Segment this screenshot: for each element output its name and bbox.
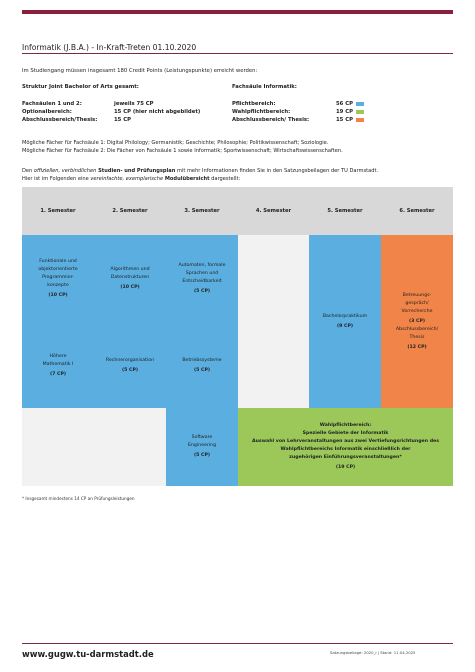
empty-cell [22,408,94,486]
pflicht-swatch [356,102,364,106]
module-algorithmen-datenstrukturen: Algorithmen und Datenstrukturen (10 CP) [94,235,166,323]
footer-url[interactable]: www.gugw.tu-darmstadt.de [22,649,154,659]
module-software-engineering: Software Engineering (5 CP) [166,408,238,486]
semester-header-row [22,187,453,235]
structure-value: 15 CP (hier nicht abgebildet) [114,109,201,115]
semester-header: 1. Semester [40,208,76,214]
wahlpflicht-swatch [356,110,364,114]
structure-heading: Struktur Joint Bachelor of Arts gesamt: [22,84,139,90]
fachsaeule-label: Wahlpflichtbereich: [232,109,291,115]
semester-header: 3. Semester [184,208,220,214]
title-divider [22,53,453,54]
brand-bar [22,10,453,14]
intro-text: Im Studiengang müssen insgesamt 180 Credit Points (Leistungspunkte) erreicht werden: [22,68,258,74]
fachsaeule-value: 15 CP [336,117,364,124]
structure-label: Abschlussbereich/Thesis: [22,117,98,123]
module-rechnerorganisation: Rechnerorganisation (5 CP) [94,323,166,408]
fachsaeule-value: 56 CP [336,101,364,108]
fachsaeule-label: Pflichtbereich: [232,101,276,107]
semester-header: 4. Semester [255,208,292,214]
module-hoehere-mathematik: Höhere Mathematik I (7 CP) [22,323,94,408]
semester-header: 5. Semester [327,208,363,214]
module-funktionale-programmierkonzepte: Funktionale und objektorientierte Programmier- konzepte (10 CP) [22,235,94,323]
plan-intro-line: Hier ist im Folgenden eine vereinfachte, exemplarische Modulübersicht dargestellt: [22,176,241,182]
fachsaeule-value: 19 CP [336,109,364,116]
semester-header: 6. Semester [399,208,435,214]
empty-cell [238,235,309,408]
structure-label: Fachsäulen 1 und 2: [22,101,82,107]
structure-label: Optionalbereich: [22,109,72,115]
footnote: * Insgesamt mindestens 14 CP an Prüfungsleistungen [22,496,135,501]
thesis-swatch [356,118,364,122]
plan-intro-line: Den offiziellen, verbindlichen Studien- und Prüfungsplan mit mehr Informationen finden Sie in den Satzungsbeilagen der TU Darmstadt. [22,168,379,174]
structure-value: 15 CP [114,117,131,123]
module-automaten: Automaten, formale Sprachen und Entscheidbarkeit (5 CP) [166,235,238,323]
empty-cell [94,408,166,486]
fachsaeule-label: Abschlussbereich/ Thesis: [232,117,310,123]
module-bachelorpraktikum: Bachelorpraktikum (9 CP) [309,235,381,408]
fachsaeule-heading: Fachsäule Informatik: [232,84,297,90]
module-abschlussbereich-thesis: Betreuungs- gespräch/ Vorrecherche (3 CP) Abschlussbereich/ Thesis (12 CP) [381,235,453,408]
faecher-line: Mögliche Fächer für Fachsäule 2: Die Fächer von Fachsäule 1 sowie Informatik; Sportwissenschaft; Wirtschaftswissenschaften. [22,148,343,154]
footer-divider [22,643,453,644]
module-wahlpflichtbereich: Wahlpflichtbereich: Spezielle Gebiete der Informatik Auswahl von Lehrveranstaltungen aus zwei Vertiefungsrichtungen des Wahlpflichtbereichs Informatik einschließlich der zugehörigen Einführungsveranstaltungen* (19 CP) [238,408,453,486]
structure-value: jeweils 75 CP [114,101,154,107]
faecher-line: Mögliche Fächer für Fachsäule 1: Digital Philology; Germanistik; Geschichte; Philosophie; Politikwissenschaft; Soziologie. [22,140,329,146]
semester-header: 2. Semester [112,208,148,214]
footer-stamp: Satzungsbeilage: 2020_I | Stand: 11.04.2025 [330,650,416,655]
page-title: Informatik (J.B.A.) - In-Kraft-Treten 01.10.2020 [22,43,197,52]
module-betriebssysteme: Betriebssysteme (5 CP) [166,323,238,408]
